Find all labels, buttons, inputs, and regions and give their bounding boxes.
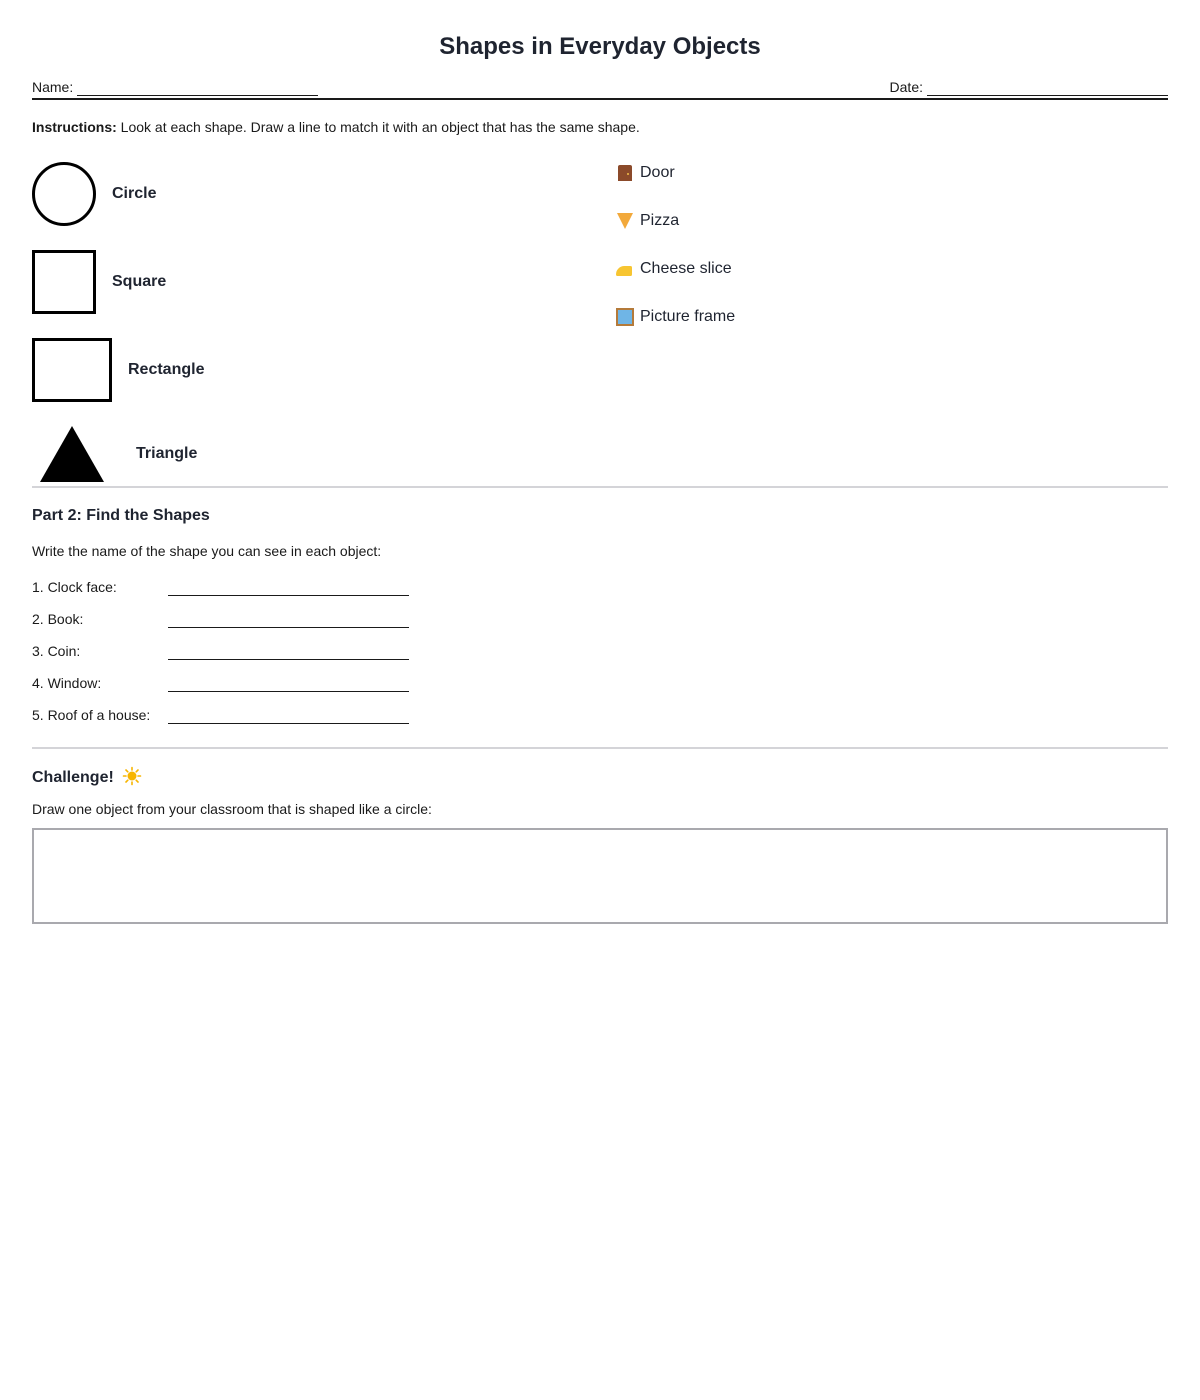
rectangle-shape-icon — [32, 338, 112, 402]
question-row[interactable] — [32, 564, 1168, 596]
answer-blank-line[interactable] — [168, 679, 409, 692]
pizza-icon — [617, 213, 633, 229]
object-item-pizza[interactable] — [616, 211, 679, 231]
section-divider — [32, 486, 1168, 488]
object-item-door[interactable] — [616, 163, 675, 183]
question-label: 3. Coin: — [32, 643, 81, 659]
object-item-picture-frame[interactable] — [616, 307, 735, 327]
answer-blank-line[interactable] — [168, 711, 409, 724]
part2-title: Part 2: Find the Shapes — [32, 507, 210, 524]
name-field[interactable] — [32, 78, 318, 96]
shape-row-triangle[interactable] — [32, 426, 197, 482]
object-item-cheese-slice[interactable] — [616, 259, 732, 279]
question-label: 5. Roof of a house: — [32, 707, 151, 723]
shape-label: Square — [112, 273, 167, 290]
question-label: 2. Book: — [32, 611, 84, 627]
triangle-shape-icon — [32, 426, 112, 482]
cheese-icon — [616, 266, 632, 276]
matching-section — [32, 136, 1168, 466]
door-icon — [618, 165, 632, 181]
challenge-section — [32, 766, 1168, 924]
square-shape-icon — [32, 250, 96, 314]
challenge-title-text: Challenge! — [32, 769, 114, 786]
shape-row-square[interactable] — [32, 250, 166, 314]
question-label: 1. Clock face: — [32, 579, 117, 595]
instructions — [32, 118, 1168, 136]
date-blank-line[interactable] — [927, 83, 1168, 96]
name-blank-line[interactable] — [77, 83, 318, 96]
date-label: Date: — [889, 79, 923, 95]
instructions-label: Instructions: — [32, 119, 117, 135]
answer-blank-line[interactable] — [168, 583, 409, 596]
section-divider — [32, 747, 1168, 749]
info-row — [32, 78, 1168, 96]
object-label: Pizza — [640, 212, 680, 229]
circle-shape-icon — [32, 162, 96, 226]
shape-label: Circle — [112, 185, 157, 202]
shape-row-circle[interactable] — [32, 162, 156, 226]
shape-label: Triangle — [136, 445, 198, 462]
question-label: 4. Window: — [32, 675, 102, 691]
question-list — [32, 564, 1168, 724]
question-row[interactable] — [32, 692, 1168, 724]
challenge-title — [32, 766, 1168, 788]
header-divider — [32, 98, 1168, 100]
star-icon — [122, 766, 142, 786]
part2-instructions: Write the name of the shape you can see in each object: — [32, 543, 382, 559]
question-row[interactable] — [32, 628, 1168, 660]
name-label: Name: — [32, 79, 74, 95]
picture-frame-icon — [616, 308, 634, 326]
date-field[interactable] — [890, 78, 1168, 96]
object-label: Door — [640, 164, 675, 181]
question-row[interactable] — [32, 660, 1168, 692]
object-label: Picture frame — [640, 308, 736, 325]
answer-blank-line[interactable] — [168, 615, 409, 628]
challenge-instructions: Draw one object from your classroom that is shaped like a circle: — [32, 801, 432, 817]
page-title: Shapes in Everyday Objects — [439, 33, 761, 60]
worksheet-page — [32, 0, 1168, 924]
answer-blank-line[interactable] — [168, 647, 409, 660]
instructions-text: Look at each shape. Draw a line to match it with an object that has the same shape. — [116, 119, 640, 135]
drawing-box[interactable] — [32, 828, 1168, 924]
shape-label: Rectangle — [128, 361, 205, 378]
shape-row-rectangle[interactable] — [32, 338, 204, 402]
question-row[interactable] — [32, 596, 1168, 628]
part2-section — [32, 506, 1168, 724]
object-label: Cheese slice — [640, 260, 732, 277]
